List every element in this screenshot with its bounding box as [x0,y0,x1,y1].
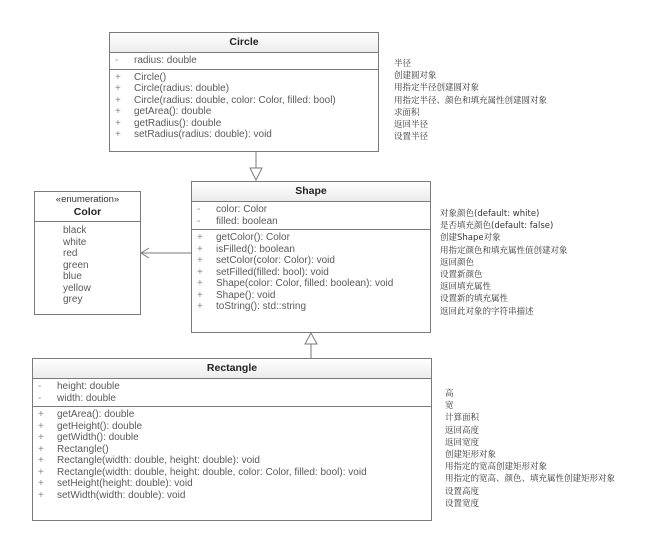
enum-literal: green [63,259,89,271]
note-text: 用指定颜色和填充属性值创建对象 [440,245,568,256]
circle-class-name: Circle [110,33,378,53]
visibility-marker: - [197,204,201,215]
note-text: 返回填充属性 [440,282,492,293]
shape-notes [440,208,568,318]
operation-signature: isFilled(): boolean [216,243,295,255]
operation-signature: setWidth(width: double): void [57,489,186,501]
attribute-row [110,55,378,67]
visibility-marker: - [115,55,119,66]
note-text: 创建Shape对象 [440,233,501,244]
note-text: 宽 [445,401,454,412]
visibility-marker: + [38,455,44,466]
operation-signature: setRadius(radius: double): void [134,129,272,140]
visibility-marker: + [197,301,203,312]
note-text: 用指定半径、颜色和填充属性创建圆对象 [394,95,548,106]
shape-class-name: Shape [192,182,430,202]
operation-signature: toString(): std::string [216,301,307,312]
operation-row [33,478,431,490]
visibility-marker: + [197,266,203,278]
operation-row [33,455,431,467]
visibility-marker: + [197,232,203,243]
operation-row [192,255,430,267]
operation-row [110,72,378,84]
note-text: 设置宽度 [445,498,480,509]
note-text: 创建矩形对象 [445,450,497,461]
rectangle-class-name: Rectangle [33,359,431,379]
note-text: 返回此对象的字符串描述 [440,306,534,317]
visibility-marker: + [115,129,121,140]
attribute-signature: radius: double [134,55,197,66]
note-text: 设置半径 [394,132,429,143]
rectangle-class[interactable] [32,358,432,521]
note-text: 设置高度 [445,486,480,497]
operation-signature: getHeight(): double [57,420,143,432]
visibility-marker: + [197,255,203,266]
note-text: 用指定的宽高、颜色、填充属性创建矩形对象 [445,474,616,485]
visibility-marker: + [115,117,121,129]
note-text: 半径 [394,59,412,69]
visibility-marker: + [38,432,44,443]
shape-class[interactable] [191,181,431,333]
operation-row [33,409,431,421]
operation-row [33,421,431,433]
enumeration-header [35,192,140,222]
visibility-marker: + [115,94,121,106]
visibility-marker: + [115,71,121,83]
operation-signature: getColor(): Color [216,232,290,243]
note-text: 返回高度 [445,425,480,436]
operation-row [33,444,431,456]
note-text: 返回宽度 [445,437,480,448]
note-text: 设置新颜色 [440,270,483,281]
visibility-marker: + [38,489,44,501]
operation-signature: Rectangle() [57,443,109,455]
operation-signature: getArea(): double [57,409,135,420]
attribute-signature: height: double [57,381,120,392]
enum-literal: red [63,248,78,259]
visibility-marker: + [115,83,121,94]
operation-row [192,290,430,302]
note-text: 返回颜色 [440,257,475,268]
note-text: 求面积 [394,107,420,118]
color-enumeration[interactable] [34,191,141,315]
operation-row [110,95,378,107]
operation-row [110,118,378,130]
note-text: 创建圆对象 [394,71,437,82]
enum-literal: yellow [63,282,91,294]
note-text: 计算面积 [445,413,480,424]
operation-signature: Circle(radius: double) [134,83,230,94]
visibility-marker: + [38,420,44,432]
circle-notes [394,58,547,143]
operation-signature: getWidth(): double [57,432,139,443]
rectangle-generalization-arrowhead [305,333,317,344]
note-text: 对象颜色(default: white) [440,209,540,219]
circle-attributes [110,53,378,70]
operation-signature: getArea(): double [134,106,212,117]
visibility-marker: + [197,289,203,301]
visibility-marker: + [38,443,44,455]
operation-row [192,232,430,244]
enum-literal: white [63,236,87,248]
operation-row [110,129,378,141]
attribute-signature: color: Color [216,204,268,215]
operation-row [33,467,431,479]
operation-signature: Shape(): void [216,289,276,301]
operation-signature: Circle(radius: double, color: Color, filled: bool) [134,94,336,106]
circle-generalization-arrowhead [250,168,262,180]
visibility-marker: + [197,278,203,289]
visibility-marker: - [197,215,201,227]
enumeration-literals [35,222,140,309]
operation-row [192,267,430,279]
rectangle-notes [445,388,615,510]
rectangle-attributes [33,379,431,407]
attribute-row [33,381,431,393]
operation-row [110,106,378,118]
visibility-marker: - [38,381,42,392]
operation-signature: setColor(color: Color): void [216,255,335,266]
attribute-row [192,204,430,216]
note-text: 高 [445,389,454,399]
rectangle-operations [33,407,431,503]
operation-signature: setHeight(height: double): void [57,478,193,489]
operation-row [33,490,431,502]
note-text: 设置新的填充属性 [440,294,509,305]
visibility-marker: + [115,106,121,117]
enum-literal: blue [63,271,82,282]
note-text: 是否填充颜色(default: false) [440,221,554,232]
attribute-signature: width: double [57,392,116,404]
operation-row [192,244,430,256]
operation-signature: getRadius(): double [134,117,222,129]
shape-operations [192,230,430,315]
operation-signature: Shape(color: Color, filled: boolean): void [216,278,394,289]
attribute-row [192,216,430,228]
enumeration-stereotype: «enumeration» [55,194,120,205]
circle-class[interactable] [109,32,379,152]
attribute-signature: filled: boolean [216,215,278,227]
visibility-marker: + [38,478,44,489]
visibility-marker: + [38,409,44,420]
visibility-marker: - [38,392,42,404]
note-text: 用指定半径创建圆对象 [394,83,480,94]
operation-row [33,432,431,444]
operation-row [192,301,430,313]
note-text: 返回半径 [394,120,429,131]
operation-signature: setFilled(filled: bool): void [216,266,329,278]
visibility-marker: + [38,466,44,478]
enumeration-name: Color [73,206,102,218]
operation-signature: Rectangle(width: double, height: double): void [57,455,260,466]
operation-signature: Rectangle(width: double, height: double, color: Color, filled: bool): void [57,466,367,478]
enum-literal: black [63,225,87,236]
operation-row [192,278,430,290]
enum-literal: grey [63,294,83,305]
visibility-marker: + [197,243,203,255]
circle-operations [110,70,378,143]
operation-row [110,83,378,95]
shape-attributes [192,202,430,230]
note-text: 用指定的宽高创建矩形对象 [445,462,548,473]
attribute-row [33,393,431,405]
operation-signature: Circle() [134,71,167,83]
